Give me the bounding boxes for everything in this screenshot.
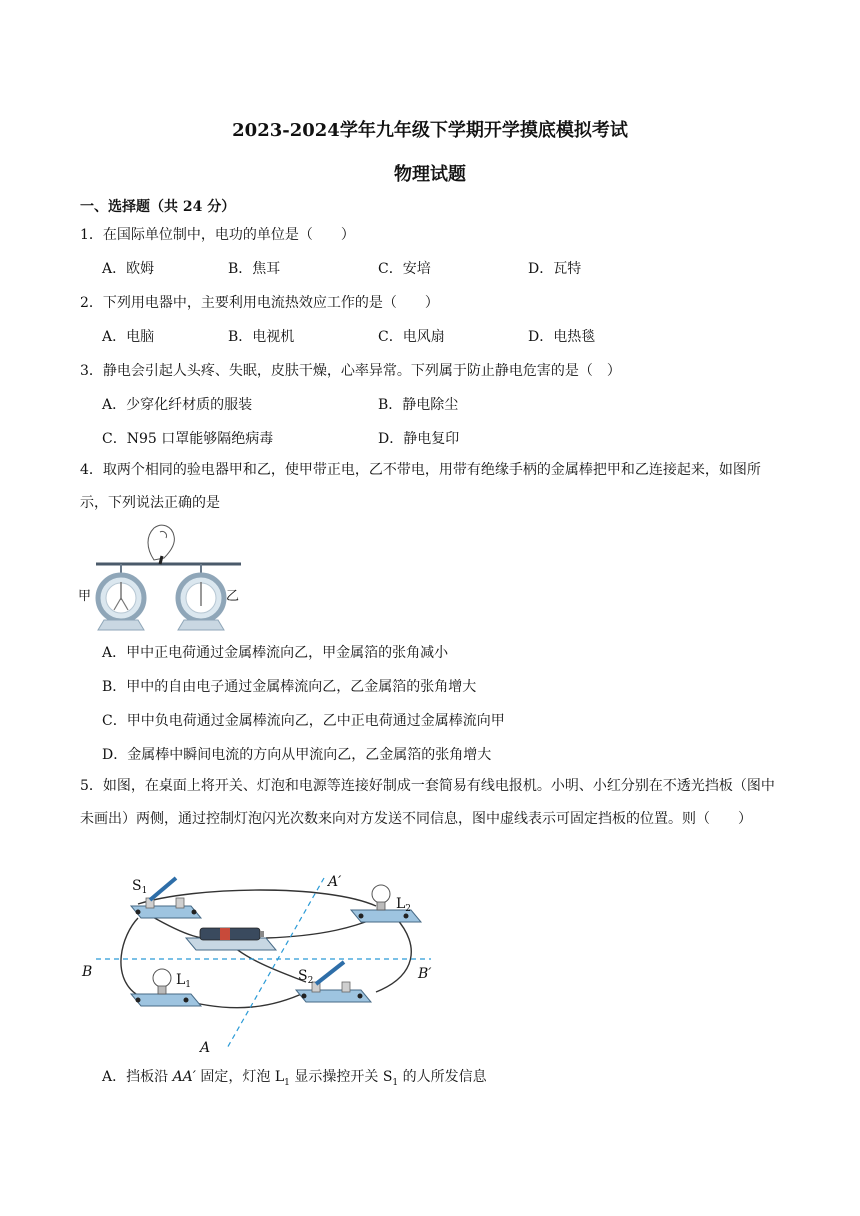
q2-option-b: B．电视机: [228, 329, 295, 345]
q4-option-c: C．甲中负电荷通过金属棒流向乙，乙中正电荷通过金属棒流向甲: [102, 713, 505, 729]
q3-option-b: B．静电除尘: [378, 397, 459, 413]
question-3-stem: 3．静电会引起人头疼、失眠，皮肤干燥，心率异常。下列属于防止静电危害的是（ ）: [80, 363, 621, 379]
label-s1: $S_1$: [132, 878, 148, 896]
telegraph-circuit-figure: [76, 866, 456, 1060]
dashed-line-aa: [226, 878, 324, 1050]
q1-option-d: D．瓦特: [528, 261, 582, 277]
label-jia: 甲: [78, 589, 92, 604]
question-5-stem: 5．如图，在桌面上将开关、灯泡和电源等连接好制成一套简易有线电报机。小明、小红分别在不透光挡板（图中未画出）两侧，通过控制灯泡闪光次数来向对方发送不同信息，图中虚线表示可固定挡板的位置。则（ ）: [80, 778, 775, 827]
label-yi: 乙: [226, 589, 240, 604]
label-l1: $L_1$: [176, 972, 192, 990]
electroscope-figure: [76, 520, 256, 636]
q3-option-c: C．N95 口罩能够隔绝病毒: [102, 431, 274, 447]
q2-option-c: C．电风扇: [378, 329, 445, 345]
label-a-prime: A′: [328, 874, 342, 890]
question-1-stem: 1．在国际单位制中，电功的单位是（ ）: [80, 227, 355, 243]
section-heading: 一、选择题（共 24 分）: [80, 199, 236, 215]
label-b: B: [82, 964, 93, 980]
page-title: 2023-2024学年九年级下学期开学摸底模拟考试: [232, 120, 628, 141]
electroscope-jia: [98, 564, 144, 630]
page-subtitle: 物理试题: [394, 164, 466, 185]
q5-option-a: A．挡板沿 AA′ 固定，灯泡 $L_1$ 显示操控开关 $S_1$ 的人所发信息: [102, 1069, 487, 1088]
battery: [186, 928, 276, 950]
q4-option-b: B．甲中的自由电子通过金属棒流向乙，乙金属箔的张角增大: [102, 679, 477, 695]
q3-option-a: A．少穿化纤材质的服装: [102, 397, 253, 413]
label-l2: $L_2$: [396, 896, 412, 914]
q1-option-a: A．欧姆: [102, 261, 155, 277]
q1-option-b: B．焦耳: [228, 261, 281, 277]
q1-option-c: C．安培: [378, 261, 431, 277]
q3-option-d: D．静电复印: [378, 431, 460, 447]
electroscope-yi: [178, 564, 224, 630]
label-b-prime: B′: [418, 966, 432, 982]
question-2-stem: 2．下列用电器中，主要利用电流热效应工作的是（ ）: [80, 295, 439, 311]
q4-option-a: A．甲中正电荷通过金属棒流向乙，甲金属箔的张角减小: [102, 645, 449, 661]
label-s2: $S_2$: [298, 968, 314, 986]
q2-option-a: A．电脑: [102, 329, 155, 345]
q4-option-d: D．金属棒中瞬间电流的方向从甲流向乙，乙金属箔的张角增大: [102, 747, 492, 763]
question-4-stem: 4．取两个相同的验电器甲和乙，使甲带正电，乙不带电，用带有绝缘手柄的金属棒把甲和乙连接起来，如图所示，下列说法正确的是: [80, 462, 761, 511]
label-a: A: [200, 1040, 211, 1056]
q2-option-d: D．电热毯: [528, 329, 596, 345]
